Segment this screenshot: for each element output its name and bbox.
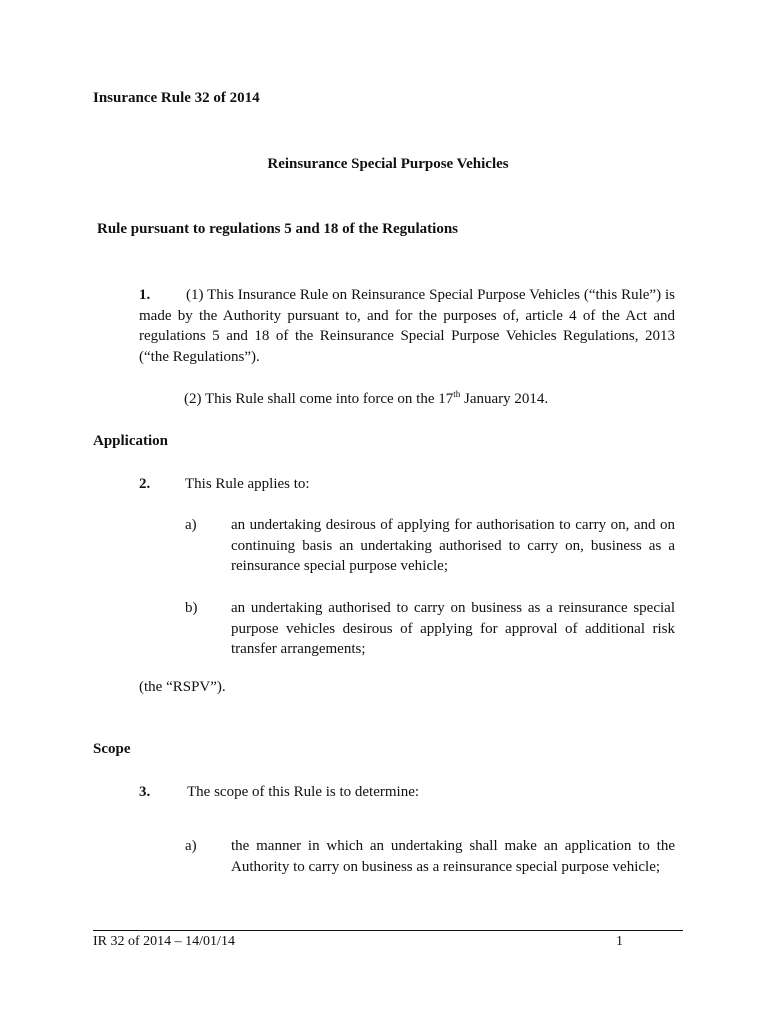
para-3-intro: The scope of this Rule is to determine: bbox=[187, 784, 420, 800]
para-1-subpara-2-text: (2) This Rule shall come into force on the 17 bbox=[184, 391, 454, 407]
page-number: 1 bbox=[616, 934, 623, 949]
ordinal-suffix: th bbox=[453, 389, 461, 399]
para-1-text: (1) This Insurance Rule on Reinsurance Special Purpose Vehicles (“this Rule”) is made by the Authority pursuant to, and for the purposes of, article 4 of the Act and regulations 5 and 18 of the Reinsurance Special Purpose Vehicles Regulations, 2013 (“the Regulations”). bbox=[139, 287, 675, 365]
application-item-a-label: a) bbox=[185, 517, 197, 533]
application-item-b-label: b) bbox=[185, 600, 198, 616]
para-3-number: 3. bbox=[139, 784, 151, 800]
para-1-subpara-2 bbox=[184, 389, 548, 410]
application-item-b-text: an undertaking authorised to carry on business as a reinsurance special purpose vehicles desirous of applying for approval of additional risk transfer arrangements; bbox=[231, 600, 675, 657]
subject-title: Reinsurance Special Purpose Vehicles bbox=[267, 156, 509, 172]
scope-heading: Scope bbox=[93, 741, 131, 757]
scope-item-a-text: the manner in which an undertaking shall make an application to the Authority to carry on business as a reinsurance special purpose vehicle; bbox=[231, 838, 675, 875]
application-closing: (the “RSPV”). bbox=[139, 679, 226, 695]
scope-item-a-label: a) bbox=[185, 838, 197, 854]
footer-divider bbox=[93, 930, 683, 931]
para-1-number: 1. bbox=[139, 287, 151, 303]
application-item-a-text: an undertaking desirous of applying for authorisation to carry on, and on continuing basis an undertaking authorised to carry on, business as a reinsurance special purpose vehicle; bbox=[231, 517, 675, 574]
rule-heading: Rule pursuant to regulations 5 and 18 of the Regulations bbox=[97, 221, 459, 237]
application-heading: Application bbox=[93, 433, 169, 449]
para-1-subpara-2-date: January 2014. bbox=[460, 391, 549, 407]
para-2-number: 2. bbox=[139, 476, 151, 492]
document-title: Insurance Rule 32 of 2014 bbox=[93, 90, 260, 106]
para-2-intro: This Rule applies to: bbox=[185, 476, 310, 492]
footer-reference: IR 32 of 2014 – 14/01/14 bbox=[93, 934, 235, 949]
